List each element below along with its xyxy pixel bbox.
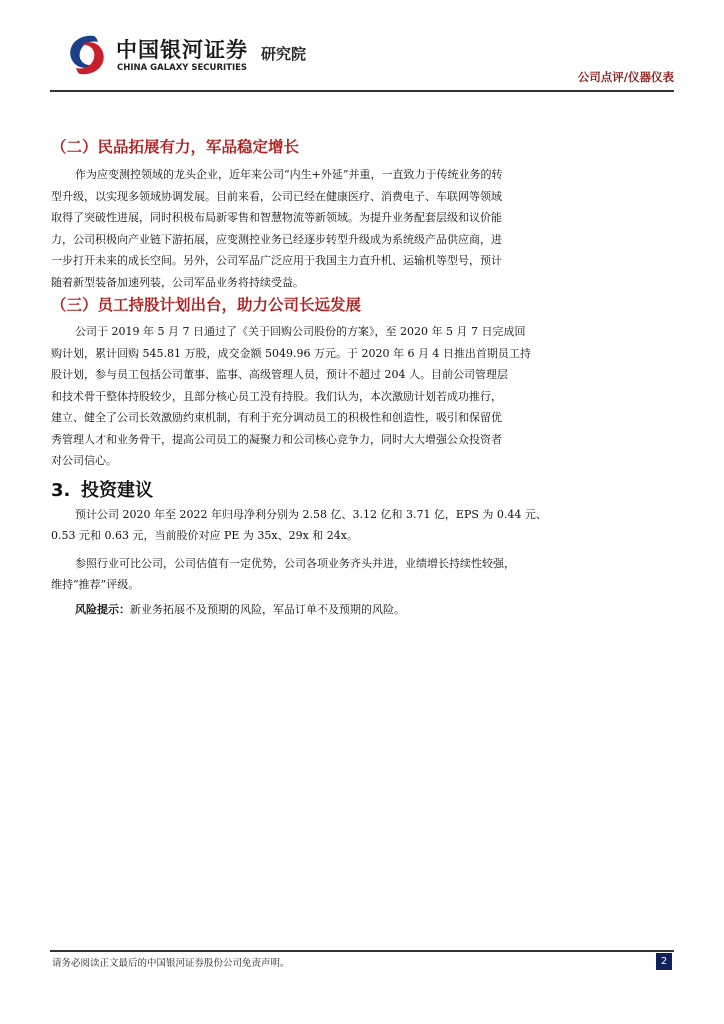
footer-disclaimer: 请务必阅读正文最后的中国银河证券股份公司免责声明。 (52, 958, 290, 969)
galaxy-swirl-icon (64, 32, 110, 78)
section-heading (51, 478, 551, 504)
page-number: 2 (656, 953, 672, 970)
paragraph: 参照行业可比公司，公司估值有一定优势，公司各项业务齐头并进，业绩增长持续性较强， 维持“推荐”评级。 (51, 556, 515, 591)
section-heading-text: 投资建议 (81, 479, 153, 501)
institute-label: 研究院 (261, 45, 307, 63)
risk-text: 新业务拓展不及预期的风险，军品订单不及预期的风险。 (130, 602, 405, 616)
header-divider (50, 90, 674, 92)
risk-warning (51, 599, 551, 621)
brand-name-cn: 中国银河证券 (116, 38, 248, 62)
paragraph: 预计公司 2020 年至 2022 年归母净利分别为 2.58 亿、3.12 亿和 3.71 亿，EPS 为 0.44 元、 0.53 元和 0.63 元，当前股价对应 PE 为 35x、29x 和 24x。 (51, 507, 547, 542)
page-header (50, 22, 674, 92)
main-content (51, 136, 551, 620)
report-category: 公司点评/仪器仪表 (577, 70, 674, 84)
brand-name-en: CHINA GALAXY SECURITIES (117, 63, 248, 73)
subsection-title: （二）民品拓展有力，军品稳定增长 (51, 138, 300, 156)
footer-divider (50, 950, 674, 952)
paragraph: 公司于 2019 年 5 月 7 日通过了《关于回购公司股份的方案》，至 2020 年 5 月 7 日完成回 购计划，累计回购 545.81 万股，成交金额 5049.96 万元。于 2020 年 6 月 4 日推出首期员工持 股计划，参与员工包括公司董事、监事、高级管理人员，预计不超过 204 人。目前公司管理层 和技术骨干整体持股较少，且部分核心员工没有持股。我们认为，本次激励计划若成功推行， 建立、健全了公司长效激励约束机制，有利于充分调动员工的积极性和创造性，吸引和保留优 秀管理人才和业务骨干，提高公司员工的凝聚力和公司核心竞争力，同时大大增强公众投资者 对公司信心。 (51, 325, 531, 467)
section-number: 3. (51, 479, 71, 501)
risk-label: 风险提示： (75, 602, 130, 616)
paragraph: 作为应变测控领域的龙头企业，近年来公司“内生+外延”并重，一直致力于传统业务的转 型升级，以实现多领域协调发展。目前来看，公司已经在健康医疗、消费电子、车联网等领域 取得了突破性进展，同时积极布局新零售和智慧物流等新领域。为提升业务配套层级和议价能 力，公司积极向产业链下游拓展，应变测控业务已经逐步转型升级成为系统级产品供应商，进 一步打开未来的成长空间。另外，公司军品广泛应用于我国主力直升机、运输机等型号，预计 随着新型装备加速列装，公司军品业务将持续受益。 (51, 168, 503, 289)
subsection-title: （三）员工持股计划出台，助力公司长远发展 (51, 296, 362, 314)
